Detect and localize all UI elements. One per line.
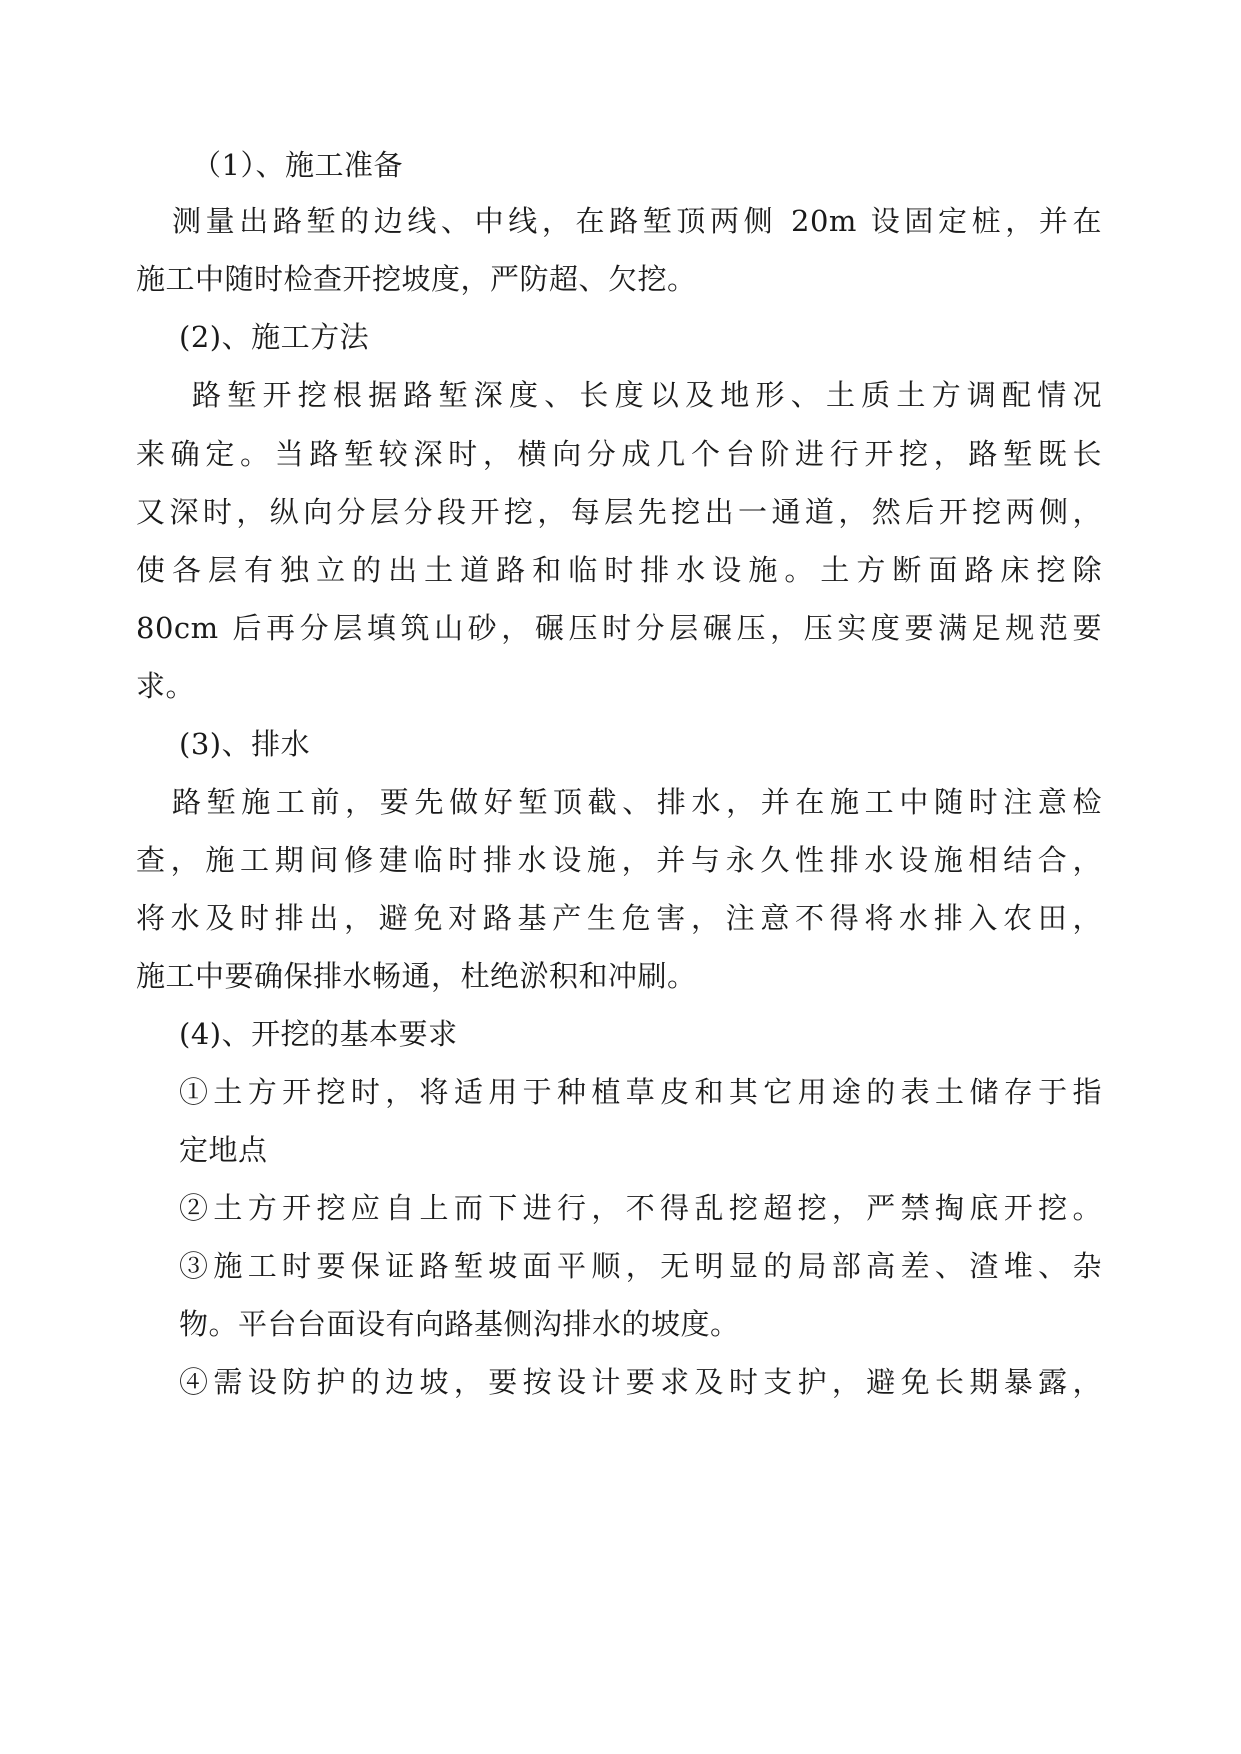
paragraph-line: 查，施工期间修建临时排水设施，并与永久性排水设施相结合， <box>136 843 1102 877</box>
paragraph-line: 路堑施工前，要先做好堑顶截、排水，并在施工中随时注意检 <box>172 785 1102 819</box>
list-item-line: ②土方开挖应自上而下进行，不得乱挖超挖，严禁掏底开挖。 <box>179 1191 1102 1225</box>
paragraph-line: 求。 <box>136 669 196 703</box>
list-item-line: ①土方开挖时，将适用于种植草皮和其它用途的表土储存于指 <box>179 1075 1102 1109</box>
paragraph-line: 将水及时排出，避免对路基产生危害，注意不得将水排入农田， <box>136 901 1102 935</box>
section-heading: (2)、施工方法 <box>179 320 370 354</box>
list-item-line: 物。平台台面设有向路基侧沟排水的坡度。 <box>179 1307 740 1341</box>
paragraph-line: 又深时，纵向分层分段开挖，每层先挖出一通道，然后开挖两侧， <box>136 495 1102 529</box>
paragraph-line: 80cm 后再分层填筑山砂，碾压时分层碾压，压实度要满足规范要 <box>136 611 1102 645</box>
paragraph-line: 来确定。当路堑较深时，横向分成几个台阶进行开挖，路堑既长 <box>136 437 1102 471</box>
paragraph-line: 施工中随时检查开挖坡度，严防超、欠挖。 <box>136 262 697 296</box>
paragraph-line: 施工中要确保排水畅通，杜绝淤积和冲刷。 <box>136 959 697 993</box>
section-heading: (4)、开挖的基本要求 <box>179 1017 458 1051</box>
paragraph-line: 使各层有独立的出土道路和临时排水设施。土方断面路床挖除 <box>136 553 1102 587</box>
list-item-line: ③施工时要保证路堑坡面平顺，无明显的局部高差、渣堆、杂 <box>179 1249 1102 1283</box>
list-item-line: ④需设防护的边坡，要按设计要求及时支护，避免长期暴露， <box>179 1365 1102 1399</box>
list-item-line: 定地点 <box>179 1133 268 1167</box>
paragraph-line: 路堑开挖根据路堑深度、长度以及地形、土质土方调配情况 <box>192 378 1102 412</box>
section-heading: （1）、施工准备 <box>192 148 403 182</box>
paragraph-line: 测量出路堑的边线、中线，在路堑顶两侧 20m 设固定桩，并在 <box>172 204 1102 238</box>
section-heading: (3)、排水 <box>179 727 311 761</box>
